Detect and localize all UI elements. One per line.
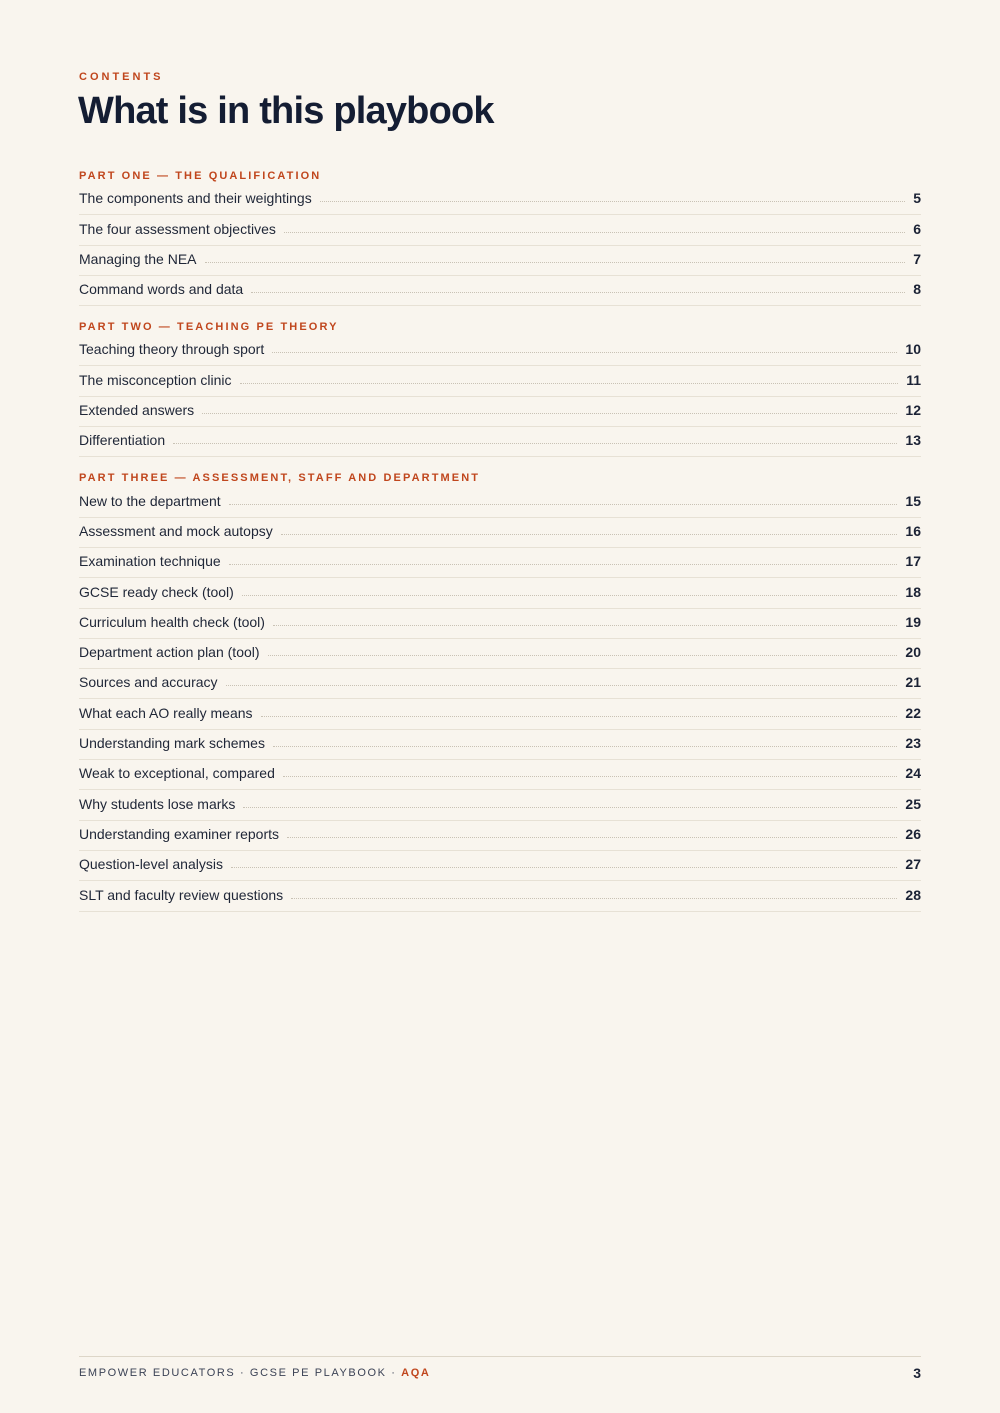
toc-entry-page-number: 16 [905, 522, 921, 539]
dot-leader [231, 867, 897, 868]
dot-leader [287, 837, 897, 838]
table-of-contents [79, 168, 921, 925]
toc-entry-page-number: 11 [906, 371, 921, 388]
part-heading: PART THREE — ASSESSMENT, STAFF AND DEPARTMENT [79, 472, 481, 485]
dot-leader [229, 564, 898, 565]
toc-entry-list [79, 487, 921, 911]
dot-leader [261, 716, 898, 717]
toc-entry-label: Curriculum health check (tool) [79, 613, 265, 630]
toc-entry[interactable] [79, 276, 921, 306]
toc-entry[interactable] [79, 578, 921, 608]
toc-entry-page-number: 5 [913, 190, 921, 207]
toc-entry-label: The four assessment objectives [79, 220, 276, 237]
dot-leader [268, 655, 898, 656]
dot-leader [240, 383, 899, 384]
toc-entry[interactable] [79, 669, 921, 699]
toc-entry-label: Department action plan (tool) [79, 644, 260, 661]
toc-entry[interactable] [79, 518, 921, 548]
toc-entry[interactable] [79, 215, 921, 245]
toc-part [79, 470, 921, 911]
dot-leader [283, 776, 898, 777]
toc-entry-label: What each AO really means [79, 704, 253, 721]
toc-entry-label: The misconception clinic [79, 371, 232, 388]
toc-entry[interactable] [79, 699, 921, 729]
dot-leader [242, 595, 898, 596]
toc-entry-label: New to the department [79, 492, 221, 509]
toc-entry-label: Understanding mark schemes [79, 735, 265, 752]
toc-entry-page-number: 19 [905, 613, 921, 630]
toc-entry[interactable] [79, 336, 921, 366]
toc-entry[interactable] [79, 487, 921, 517]
toc-entry-label: GCSE ready check (tool) [79, 583, 234, 600]
toc-entry-page-number: 10 [905, 341, 921, 358]
toc-entry-page-number: 13 [905, 432, 921, 449]
toc-entry-page-number: 26 [905, 825, 921, 842]
page-title: What is in this playbook [78, 90, 494, 132]
toc-entry-label: SLT and faculty review questions [79, 886, 284, 903]
part-heading: PART ONE — THE QUALIFICATION [79, 170, 322, 182]
dot-leader [273, 625, 897, 626]
toc-entry[interactable] [79, 397, 921, 427]
toc-entry-page-number: 17 [905, 553, 921, 570]
toc-entry-label: Command words and data [79, 281, 244, 298]
toc-entry-page-number: 6 [913, 220, 921, 237]
toc-entry-page-number: 15 [905, 492, 921, 509]
toc-entry-page-number: 8 [913, 281, 921, 298]
toc-entry-page-number: 27 [905, 856, 921, 873]
toc-entry-label: Understanding examiner reports [79, 825, 279, 842]
dot-leader [205, 262, 906, 263]
footer-divider [79, 1356, 921, 1357]
toc-entry-page-number: 28 [905, 886, 921, 903]
toc-entry[interactable] [79, 639, 921, 669]
toc-entry[interactable] [79, 851, 921, 881]
toc-part [79, 168, 921, 306]
dot-leader [281, 534, 898, 535]
footer-running-title [79, 1367, 430, 1379]
toc-entry-page-number: 12 [905, 402, 921, 419]
toc-entry-page-number: 22 [905, 704, 921, 721]
toc-entry[interactable] [79, 730, 921, 760]
toc-entry-label: Assessment and mock autopsy [79, 522, 273, 539]
toc-entry-page-number: 7 [913, 250, 921, 267]
part-heading: PART TWO — TEACHING PE THEORY [79, 321, 339, 334]
toc-entry-page-number: 21 [905, 674, 921, 691]
dot-leader [291, 898, 897, 899]
dot-leader [243, 807, 897, 808]
dot-leader [320, 201, 906, 202]
toc-entry-label: Extended answers [79, 402, 195, 419]
toc-entry[interactable] [79, 790, 921, 820]
footer-text: EMPOWER EDUCATORS · GCSE PE PLAYBOOK · [79, 1367, 402, 1379]
toc-entry-page-number: 25 [905, 795, 921, 812]
toc-entry-label: Question-level analysis [79, 856, 223, 873]
dot-leader [226, 685, 898, 686]
dot-leader [284, 232, 905, 233]
dot-leader [272, 352, 897, 353]
dot-leader [229, 504, 898, 505]
toc-entry[interactable] [79, 881, 921, 911]
toc-part [79, 319, 921, 457]
toc-entry-label: The components and their weightings [79, 190, 312, 207]
dot-leader [173, 443, 897, 444]
toc-entry[interactable] [79, 366, 921, 396]
toc-entry-label: Why students lose marks [79, 795, 236, 812]
dot-leader [273, 746, 897, 747]
toc-entry-page-number: 18 [905, 583, 921, 600]
toc-entry-label: Sources and accuracy [79, 674, 218, 691]
footer-page-number: 3 [913, 1365, 921, 1381]
toc-entry[interactable] [79, 246, 921, 276]
toc-entry-list [79, 336, 921, 457]
toc-entry[interactable] [79, 609, 921, 639]
footer-exam-board: AQA [401, 1367, 431, 1379]
toc-entry-label: Examination technique [79, 553, 221, 570]
toc-entry[interactable] [79, 185, 921, 215]
toc-entry-label: Managing the NEA [79, 250, 197, 267]
toc-entry-label: Teaching theory through sport [79, 341, 265, 358]
toc-entry-page-number: 23 [905, 735, 921, 752]
toc-entry[interactable] [79, 821, 921, 851]
toc-entry-label: Weak to exceptional, compared [79, 765, 275, 782]
toc-entry[interactable] [79, 548, 921, 578]
toc-entry-label: Differentiation [79, 432, 166, 449]
dot-leader [202, 413, 897, 414]
toc-entry-list [79, 185, 921, 306]
toc-entry-page-number: 24 [905, 765, 921, 782]
dot-leader [251, 292, 905, 293]
contents-eyebrow: CONTENTS [79, 71, 164, 83]
toc-entry-page-number: 20 [905, 644, 921, 661]
toc-entry[interactable] [79, 427, 921, 457]
toc-entry[interactable] [79, 760, 921, 790]
